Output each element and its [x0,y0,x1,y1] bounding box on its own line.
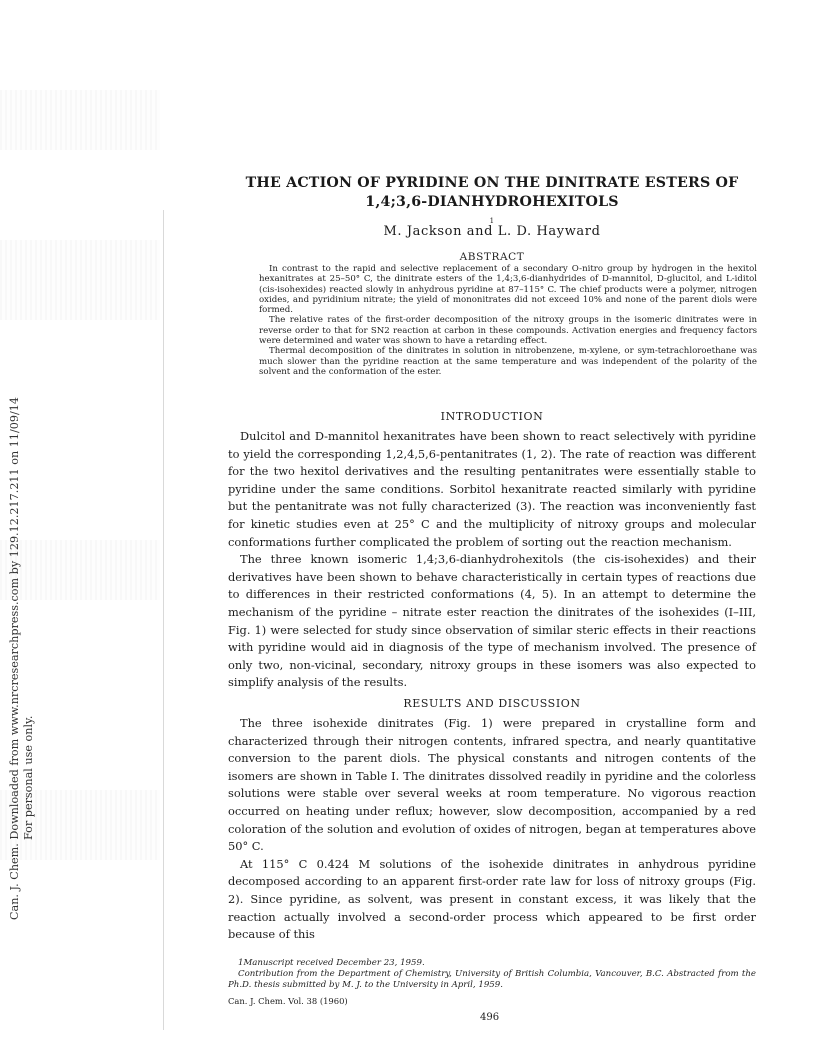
scan-artifact [0,90,160,150]
body-paragraph: At 115° C 0.424 M solutions of the isohexide dinitrates in anhydrous pyridine decomposed according to an apparent first-order rate law for loss of nitroxy groups (Fig. 2). Since pyridine, as solvent, was present in constant excess, it was likely that the reaction actually involved a second-order process which appeared to be first order because of this [228,856,756,942]
results-body [228,715,756,944]
journal-reference: Can. J. Chem. Vol. 38 (1960) [228,996,348,1006]
results-heading: RESULTS AND DISCUSSION [403,697,581,710]
title-line-1: THE ACTION OF PYRIDINE ON THE DINITRATE ESTERS OF [245,175,739,191]
title-line-2: 1,4;3,6-DIANHYDROHEXITOLS 1 [228,193,756,231]
page-number: 496 [480,1012,500,1023]
abstract-paragraph: The relative rates of the first-order decomposition of the nitroxy groups in the isomeric dinitrates were in reverse order to that for SN2 reaction at carbon in these compounds. Activation energies and frequency factors were determined and water was shown to have a retarding effect. [259,315,757,347]
abstract-body [259,264,757,377]
watermark-usage-line: For personal use only. [22,715,35,840]
footnote-contribution: Contribution from the Department of Chemistry, University of British Columbia, Vancouver, B.C. Abstracted from the Ph.D. thesis submitted by M. J. to the University in April, 1959. [228,969,756,990]
body-paragraph: The three known isomeric 1,4;3,6-dianhydrohexitols (the cis-isohexides) and their derivatives have been shown to behave characteristically in certain types of reactions due to differences in their restricted conformations (4, 5). In an attempt to determine the mechanism of the pyridine – nitrate ester reaction the dinitrates of the isohexides (I–III, Fig. 1) were selected for study since observation of similar steric effects in their reactions with pyridine would aid in diagnosis of the type of mechanism involved. The presence of only two, non-vicinal, secondary, nitroxy groups in these isomers was also expected to simplify analysis of the results. [228,552,756,690]
abstract-paragraph: In contrast to the rapid and selective replacement of a secondary O-nitro group by hydrogen in the hexitol hexanitrates at 25–50° C, the dinitrate esters of the 1,4;3,6-dianhydrides of D-mannitol, D-glucitol, and L-iditol (cis-isohexides) reacted slowly in anhydrous pyridine at 87–115° C. The chief products were a polymer, nitrogen oxides, and pyridinium nitrate; the yield of mononitrates did not exceed 10% and none of the parent diols were formed. [259,264,757,316]
body-paragraph: Dulcitol and D-mannitol hexanitrates have been shown to react selectively with pyridine to yield the corresponding 1,2,4,5,6-pentanitrates (1, 2). The rate of reaction was different for the two hexitol derivatives and the resulting pentanitrates were essentially stable to pyridine under the same conditions. Sorbitol hexanitrate reacted similarly with pyridine but the pentanitrate was not fully characterized (3). The reaction was inconveniently fast for kinetic studies even at 25° C and the multiplicity of nitroxy groups and molecular conformations further complicated the problem of sorting out the reaction mechanism. [228,429,756,549]
footnote [228,958,756,991]
abstract-paragraph: Thermal decomposition of the dinitrates in solution in nitrobenzene, m-xylene, or sym-tetrachloroethane was much slower than the pyridine reaction at the same temperature and was independent of the polarity of the solvent and the conformation of the ester. [259,346,757,377]
footnote-received: 1Manuscript received December 23, 1959. [238,958,425,968]
body-paragraph: The three isohexide dinitrates (Fig. 1) were prepared in crystalline form and characterized through their nitrogen contents, infrared spectra, and nearly quantitative conversion to the parent diols. The physical constants and nitrogen contents of the isomers are shown in Table I. The dinitrates dissolved readily in pyridine and the colorless solutions were stable over several weeks at room temperature. No vigorous reaction occurred on heating under reflux; however, slow decomposition, accompanied by a red coloration of the solution and evolution of oxides of nitrogen, began at temperatures above 50° C. [228,716,756,854]
introduction-heading: INTRODUCTION [440,410,544,423]
watermark-source-line: Can. J. Chem. Downloaded from www.nrcresearchpress.com by 129.12.217.211 on 11/09/14 [8,397,21,920]
article-title [228,174,756,231]
article-authors: M. Jackson and L. D. Hayward [383,224,601,239]
introduction-body [228,428,756,692]
download-watermark [8,300,40,920]
title-footnote-mark: 1 [489,217,495,225]
margin-rule [163,210,164,1030]
abstract-heading: ABSTRACT [459,251,525,263]
